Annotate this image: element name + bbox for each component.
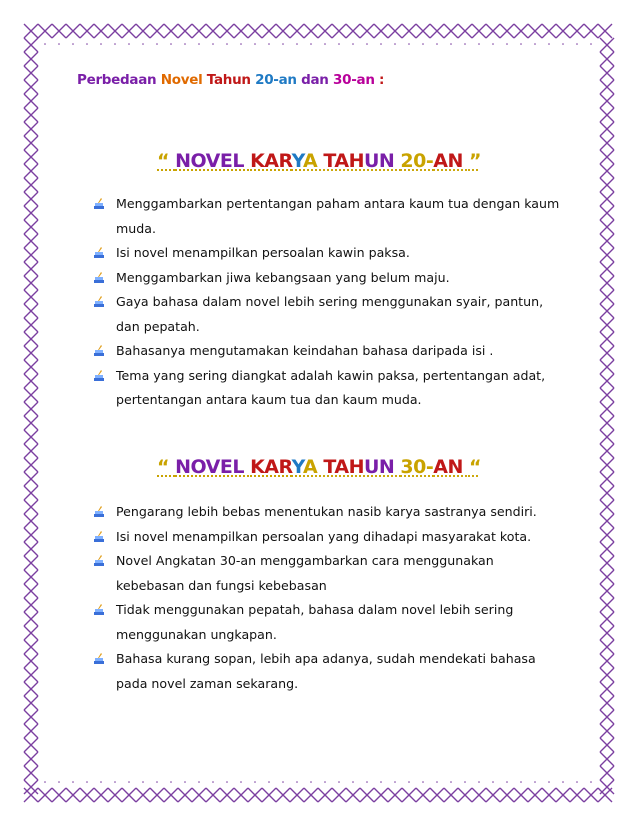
title-part: 30- (400, 456, 434, 478)
title-part: AN (433, 456, 469, 478)
quill-bullet-icon (92, 271, 106, 285)
title-part: 20- (400, 150, 434, 172)
list-item (92, 549, 562, 598)
heading-part: Novel (160, 72, 207, 88)
list-item-text: Menggambarkan jiwa kebangsaan yang belum maju. (116, 269, 450, 285)
list-novel-30an (92, 500, 562, 696)
quill-bullet-icon (92, 295, 106, 309)
quill-bullet-icon (92, 652, 106, 666)
title-part: “ (157, 150, 176, 172)
list-item-text: Isi novel menampilkan persoalan kawin paksa. (116, 245, 410, 260)
title-part: UN (363, 150, 401, 172)
title-part: “ (157, 456, 176, 478)
list-item (92, 647, 562, 696)
list-item (92, 192, 562, 241)
list-item (92, 500, 562, 525)
title-part: ” (468, 150, 481, 172)
list-item-text: Pengarang lebih bebas menentukan nasib karya sastranya sendiri. (116, 504, 537, 519)
title-part: AN (433, 150, 469, 172)
list-item-text: Gaya bahasa dalam novel lebih sering menggunakan syair, pantun, dan pepatah. (116, 294, 544, 334)
quill-bullet-icon (92, 505, 106, 519)
quill-bullet-icon (92, 197, 106, 211)
title-part: UN (363, 456, 401, 478)
list-item-text: Novel Angkatan 30-an menggambarkan cara menggunakan kebebasan dan fungsi kebebasan (116, 553, 494, 593)
title-part: TAH (323, 456, 364, 478)
quill-bullet-icon (92, 603, 106, 617)
title-part: A (303, 150, 324, 172)
heading-part: Tahun (206, 72, 256, 88)
title-part: A (303, 456, 324, 478)
heading-part: Perbedaan (77, 72, 161, 88)
list-item-text: Menggambarkan pertentangan paham antara kaum tua dengan kaum muda. (116, 196, 560, 236)
quill-bullet-icon (92, 369, 106, 383)
title-part: “ (468, 456, 481, 478)
list-item (92, 266, 562, 291)
list-novel-20an (92, 192, 562, 413)
heading-part: : (379, 72, 385, 88)
heading-part: dan (301, 72, 334, 88)
document-heading (77, 72, 384, 88)
title-part: NOVEL (175, 456, 251, 478)
list-item (92, 241, 562, 266)
list-item-text: Tidak menggunakan pepatah, bahasa dalam novel lebih sering menggunakan ungkapan. (116, 602, 514, 642)
quill-bullet-icon (92, 530, 106, 544)
quill-bullet-icon (92, 554, 106, 568)
list-item-text: Isi novel menampilkan persoalan yang dihadapi masyarakat kota. (116, 528, 532, 544)
title-part: TAH (323, 150, 364, 172)
title-part: Y (291, 150, 304, 172)
list-item (92, 364, 562, 413)
section-title-20an (0, 150, 638, 172)
title-part: Y (291, 456, 304, 478)
list-item (92, 525, 562, 550)
title-part: KAR (250, 150, 292, 172)
title-part: KAR (250, 456, 292, 478)
list-item-text: Bahasanya mengutamakan keindahan bahasa daripada isi . (116, 343, 494, 358)
list-item (92, 290, 562, 339)
list-item-text: Tema yang sering diangkat adalah kawin paksa, pertentangan adat, pertentangan antara kaum tua dan kaum muda. (116, 367, 546, 407)
list-item (92, 598, 562, 647)
list-item (92, 339, 562, 364)
title-part: NOVEL (175, 150, 251, 172)
section-title-30an (0, 456, 638, 478)
list-item-text: Bahasa kurang sopan, lebih apa adanya, sudah mendekati bahasa pada novel zaman sekarang. (116, 651, 536, 691)
quill-bullet-icon (92, 344, 106, 358)
quill-bullet-icon (92, 246, 106, 260)
heading-part: 20-an (255, 72, 302, 88)
heading-part: 30-an (333, 72, 380, 88)
